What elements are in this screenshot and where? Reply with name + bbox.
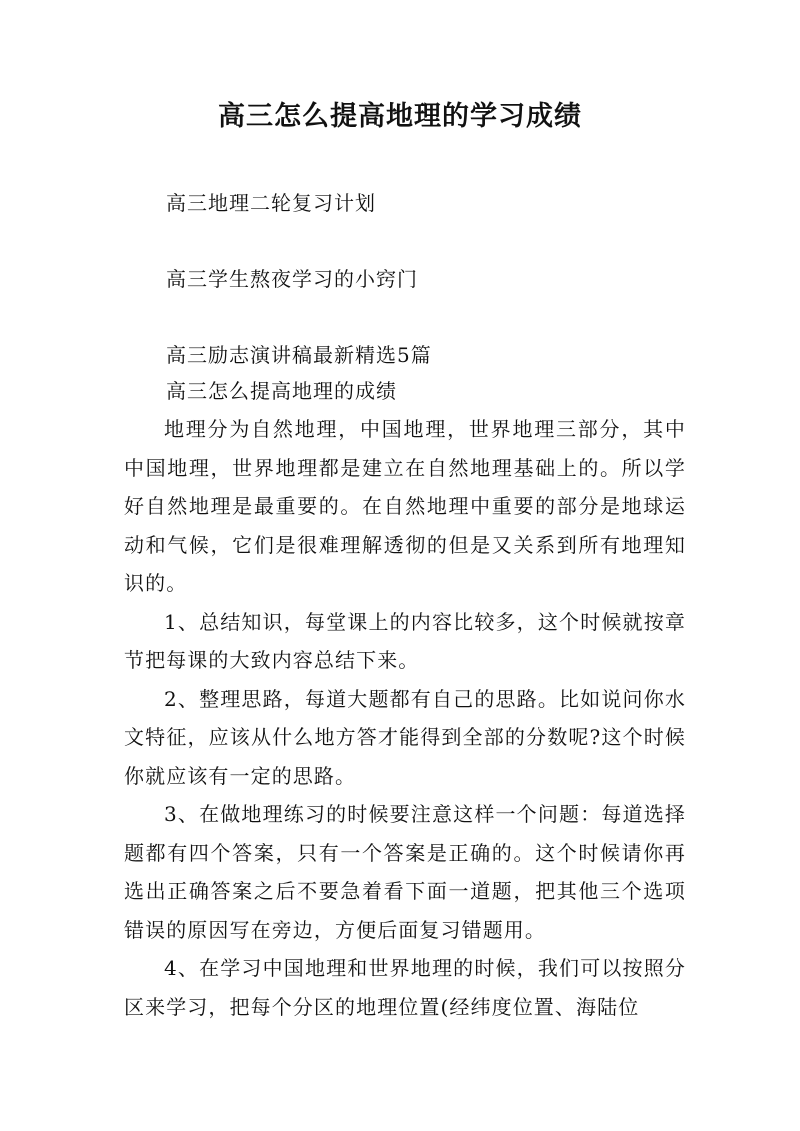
article-body <box>124 410 686 1026</box>
paragraph-tip-1: 1、总结知识，每堂课上的内容比较多，这个时候就按章节把每课的大致内容总结下来。 <box>124 609 686 672</box>
paragraph-tip-4: 4、在学习中国地理和世界地理的时候，我们可以按照分区来学习，把每个分区的地理位置(经纬度位置、海陆位 <box>124 956 686 1019</box>
document-title: 高三怎么提高地理的学习成绩 <box>218 101 582 132</box>
paragraph-intro: 地理分为自然地理，中国地理，世界地理三部分，其中中国地理，世界地理都是建立在自然地理基础上的。所以学好自然地理是最重要的。在自然地理中重要的部分是地球运动和气候，它们是很难理解透彻的但是又关系到所有地理知识的。 <box>124 417 686 595</box>
related-link-1[interactable]: 高三地理二轮复习计划 <box>166 191 376 215</box>
related-link-2[interactable]: 高三学生熬夜学习的小窍门 <box>166 267 418 291</box>
paragraph-tip-2: 2、整理思路，每道大题都有自己的思路。比如说问你水文特征，应该从什么地方答才能得到全部的分数呢?这个时候你就应该有一定的思路。 <box>124 686 686 788</box>
related-link-3[interactable]: 高三励志演讲稿最新精选5篇 <box>166 343 432 367</box>
section-subtitle: 高三怎么提高地理的成绩 <box>166 379 397 403</box>
paragraph-tip-3: 3、在做地理练习的时候要注意这样一个问题：每道选择题都有四个答案，只有一个答案是正确的。这个时候请你再选出正确答案之后不要急着看下面一道题，把其他三个选项错误的原因写在旁边，方便后面复习错题用。 <box>124 802 686 942</box>
